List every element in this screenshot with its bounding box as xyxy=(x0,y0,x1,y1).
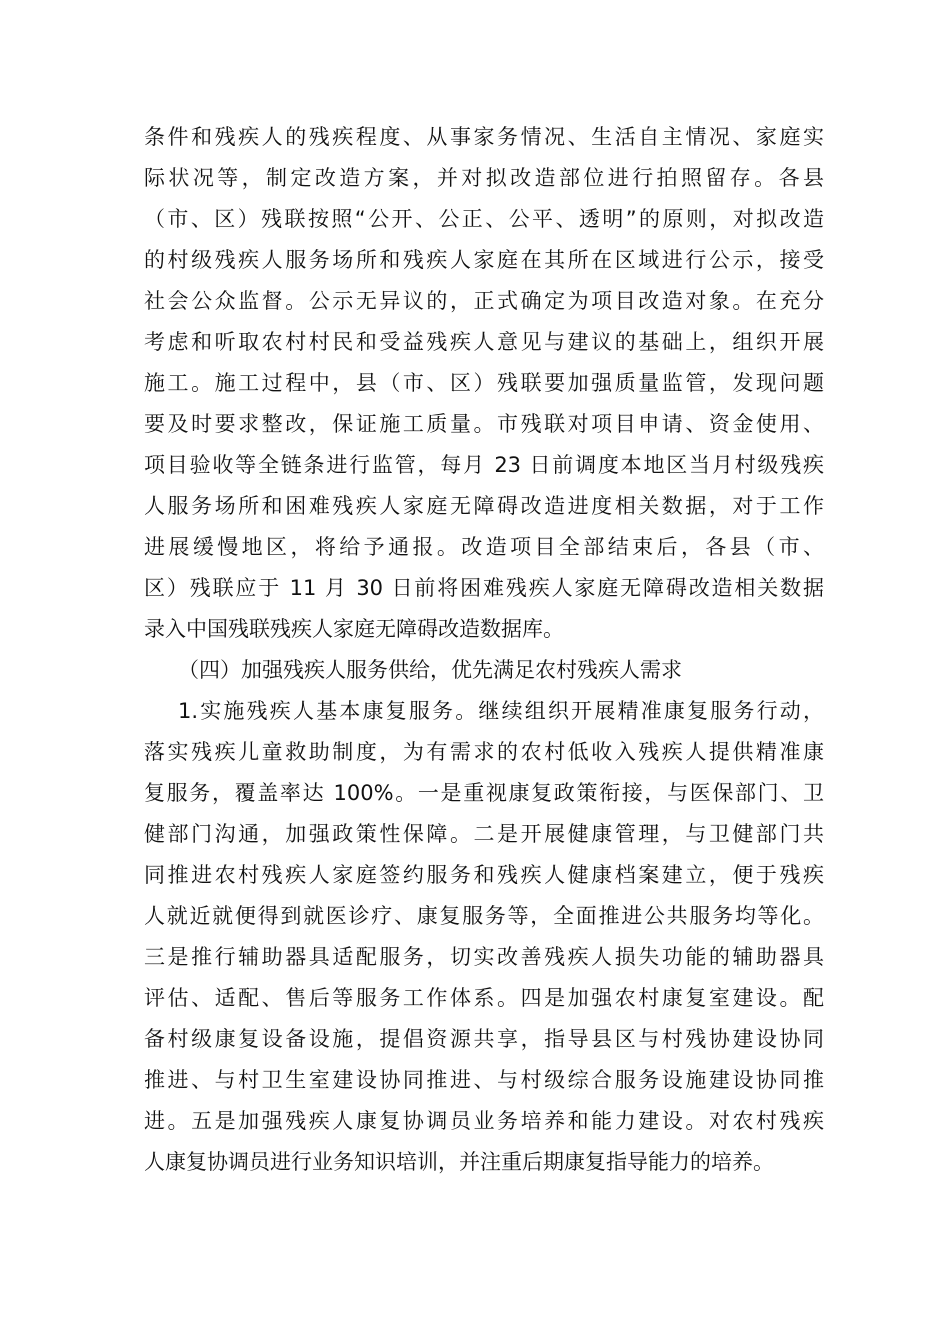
text-line: 的村级残疾人服务场所和残疾人家庭在其所在区域进行公示，接受 xyxy=(144,248,824,272)
text-line: 1.实施残疾人基本康复服务。继续组织开展精准康复服务行动， xyxy=(178,699,824,723)
text-line: 人服务场所和困难残疾人家庭无障碍改造进度相关数据，对于工作 xyxy=(144,494,824,518)
text-line: 健部门沟通，加强政策性保障。二是开展健康管理，与卫健部门共 xyxy=(144,822,824,846)
text-line: 录入中国残联残疾人家庭无障碍改造数据库。 xyxy=(144,617,564,641)
text-line: 同推进农村残疾人家庭签约服务和残疾人健康档案建立，便于残疾 xyxy=(144,863,824,887)
text-line: 推进、与村卫生室建设协同推进、与村级综合服务设施建设协同推 xyxy=(144,1068,824,1092)
text-line: （市、区）残联按照“公开、公正、公平、透明”的原则，对拟改造 xyxy=(144,207,824,231)
text-line: 际状况等，制定改造方案，并对拟改造部位进行拍照留存。各县 xyxy=(144,166,824,190)
text-line: 社会公众监督。公示无异议的，正式确定为项目改造对象。在充分 xyxy=(144,289,824,313)
text-line: 进展缓慢地区，将给予通报。改造项目全部结束后，各县（市、 xyxy=(144,535,824,559)
text-line: 施工。施工过程中，县（市、区）残联要加强质量监管，发现问题 xyxy=(144,371,824,395)
text-line: 复服务，覆盖率达 100%。一是重视康复政策衔接，与医保部门、卫 xyxy=(144,781,824,805)
text-line: 评估、适配、售后等服务工作体系。四是加强农村康复室建设。配 xyxy=(144,986,824,1010)
text-line: 落实残疾儿童救助制度，为有需求的农村低收入残疾人提供精准康 xyxy=(144,740,824,764)
text-line: 考虑和听取农村村民和受益残疾人意见与建议的基础上，组织开展 xyxy=(144,330,824,354)
text-line: 人就近就便得到就医诊疗、康复服务等，全面推进公共服务均等化。 xyxy=(144,904,824,928)
text-line: 三是推行辅助器具适配服务，切实改善残疾人损失功能的辅助器具 xyxy=(144,945,824,969)
paragraph-accessibility-renovation xyxy=(144,117,824,650)
section-heading: （四）加强残疾人服务供给，优先满足农村残疾人需求 xyxy=(178,658,682,682)
text-line: 区）残联应于 11 月 30 日前将困难残疾人家庭无障碍改造相关数据 xyxy=(144,576,824,600)
text-line: 要及时要求整改，保证施工质量。市残联对项目申请、资金使用、 xyxy=(144,412,824,436)
text-line: 条件和残疾人的残疾程度、从事家务情况、生活自主情况、家庭实 xyxy=(144,125,824,149)
paragraph-rehabilitation-services xyxy=(144,691,824,1183)
text-line: 项目验收等全链条进行监管，每月 23 日前调度本地区当月村级残疾 xyxy=(144,453,824,477)
text-line: 人康复协调员进行业务知识培训，并注重后期康复指导能力的培养。 xyxy=(144,1150,774,1174)
document-body xyxy=(144,117,824,1183)
text-line: 进。五是加强残疾人康复协调员业务培养和能力建设。对农村残疾 xyxy=(144,1109,824,1133)
text-line: 备村级康复设备设施，提倡资源共享，指导县区与村残协建设协同 xyxy=(144,1027,824,1051)
